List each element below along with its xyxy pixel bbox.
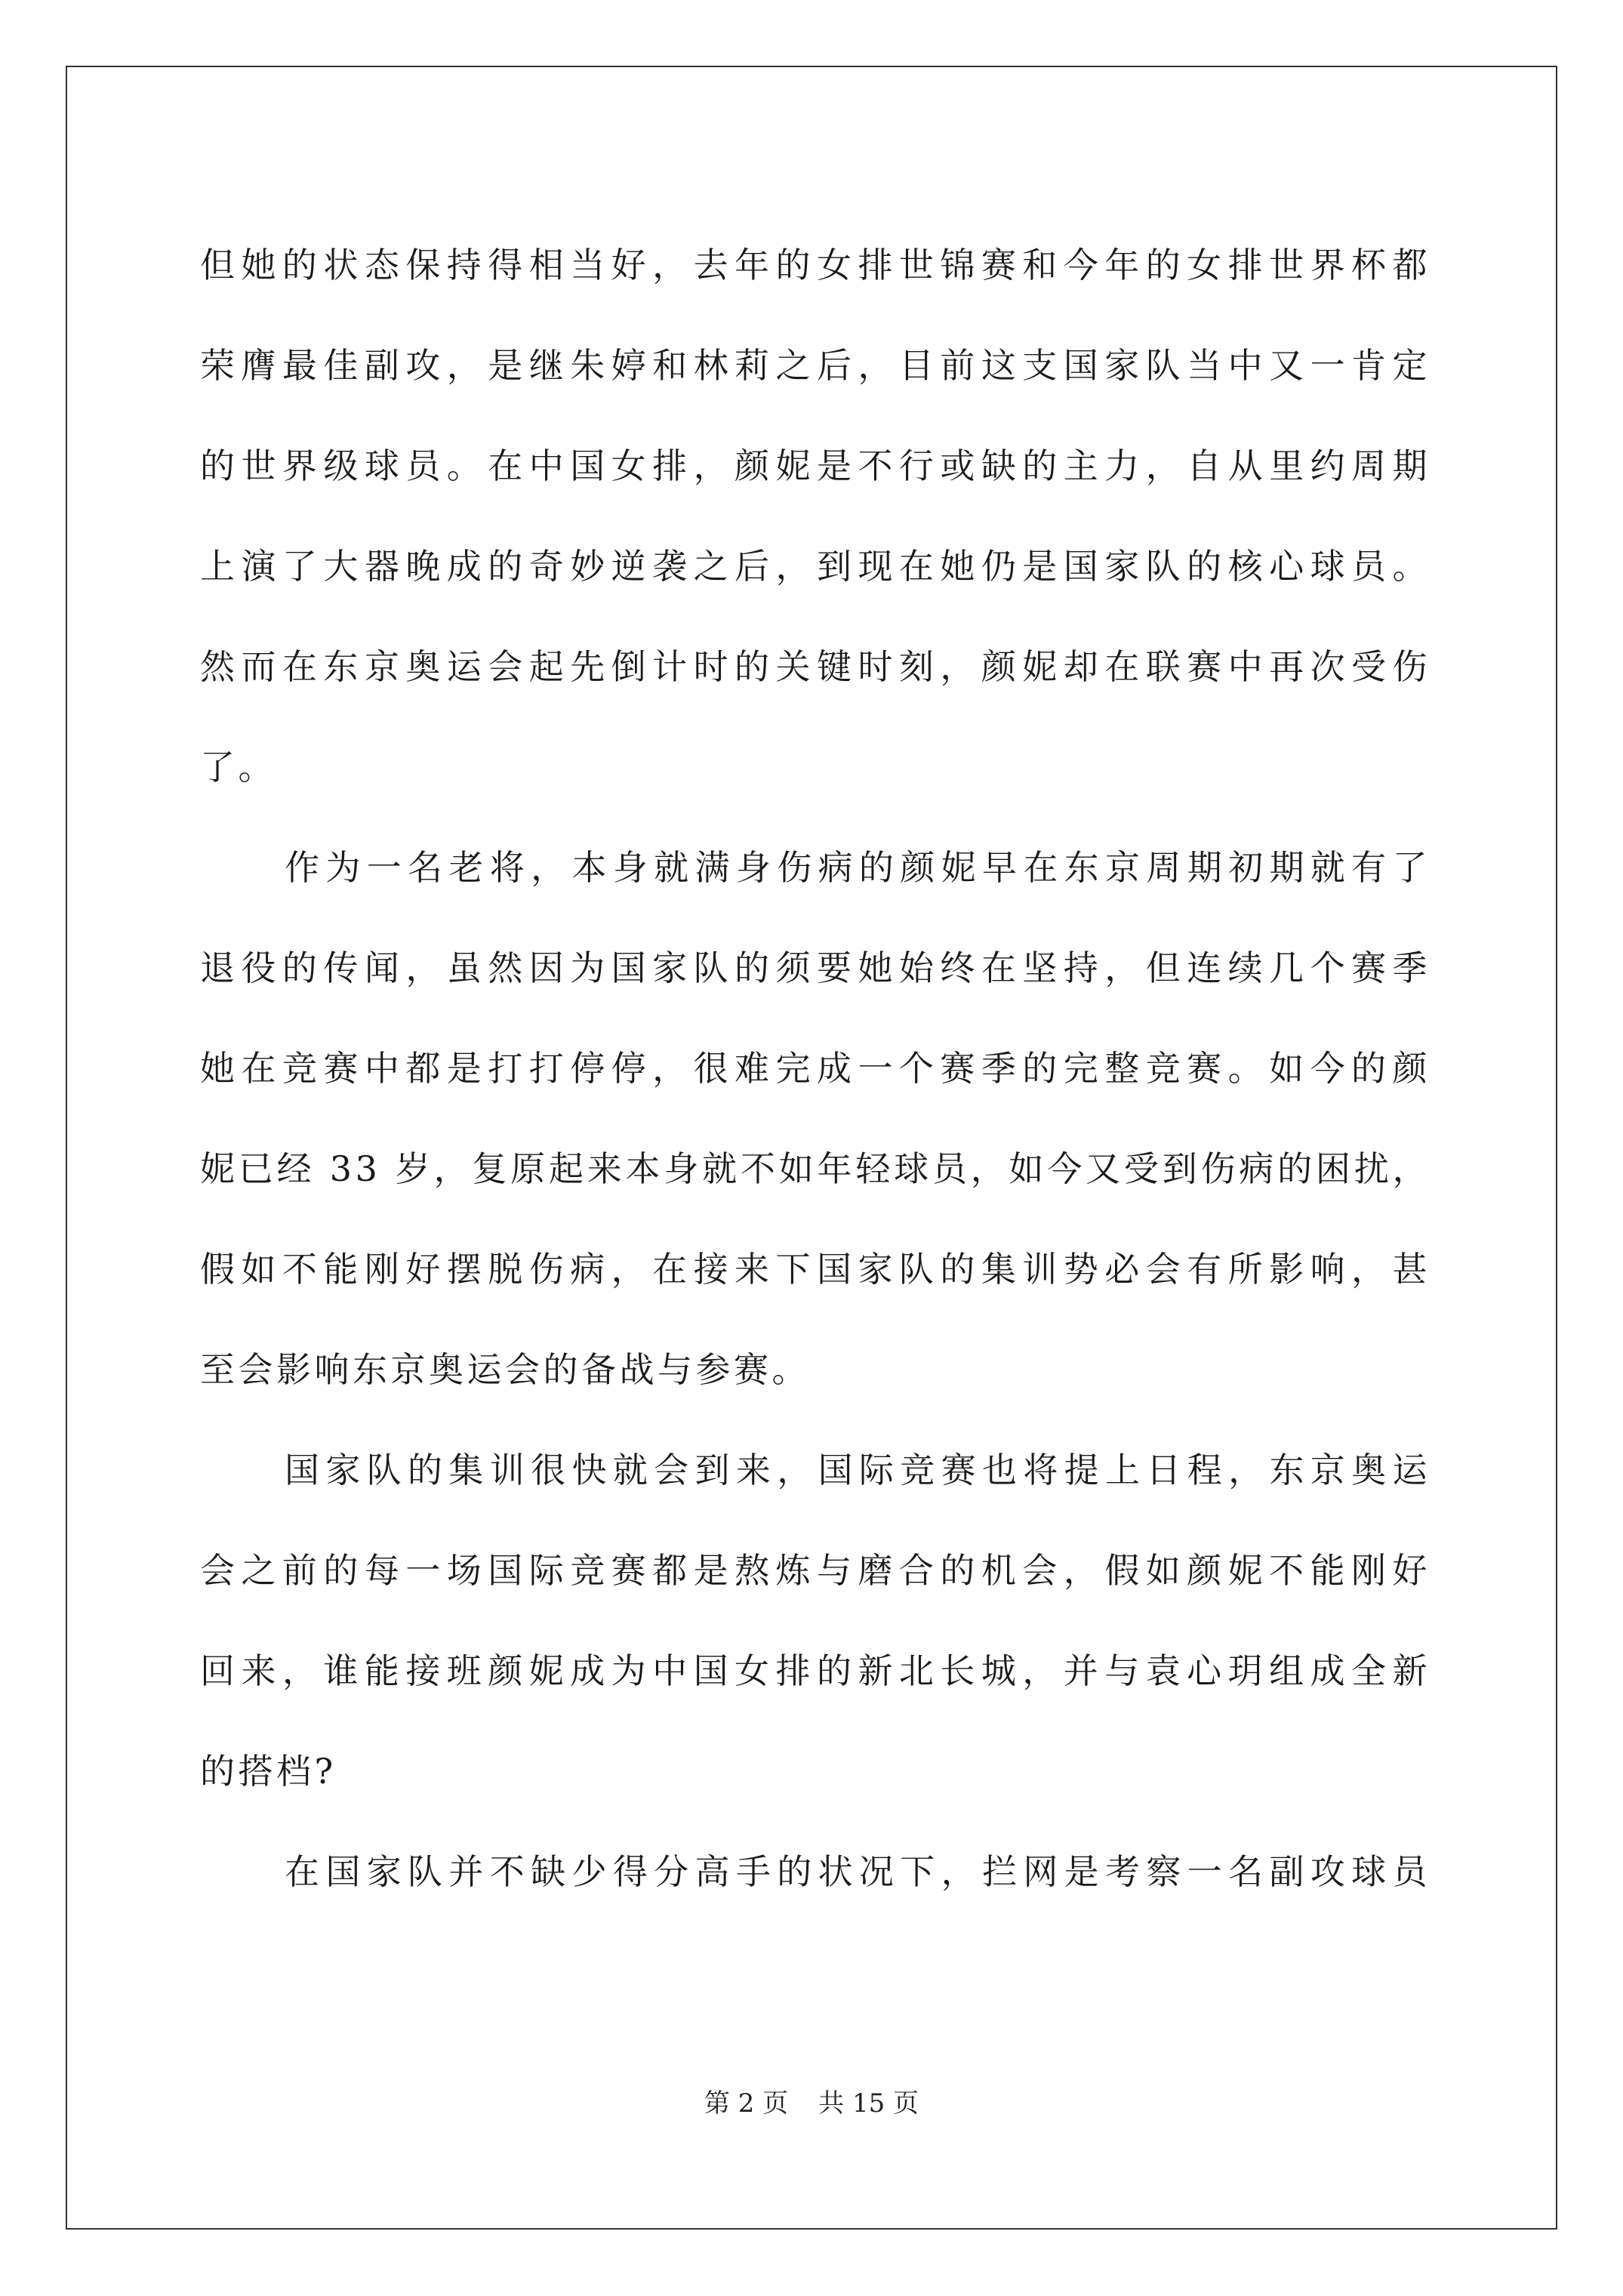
text-line: 妮已经 33 岁，复原起来本身就不如年轻球员，如今又受到伤病的困扰，	[200, 1148, 1431, 1189]
paragraph-first-line: 国家队的集训很快就会到来，国际竞赛也将提上日程，东京奥运	[285, 1450, 1431, 1490]
page-total: 共 15 页	[818, 2088, 919, 2119]
text-line: 会之前的每一场国际竞赛都是熬炼与磨合的机会，假如颜妮不能刚好	[200, 1550, 1431, 1591]
text-line: 回来，谁能接班颜妮成为中国女排的新北长城，并与袁心玥组成全新	[200, 1650, 1431, 1691]
text-line: 荣膺最佳副攻，是继朱婷和林莉之后，目前这支国家队当中又一肯定	[200, 345, 1431, 386]
text-line: 至会影响东京奥运会的备战与参赛。	[200, 1349, 810, 1390]
text-line: 假如不能刚好摆脱伤病，在接来下国家队的集训势必会有所影响，甚	[200, 1249, 1431, 1290]
document-body	[200, 215, 1431, 1922]
page-footer	[0, 2082, 1623, 2119]
text-line: 她在竞赛中都是打打停停，很难完成一个赛季的完整竞赛。如今的颜	[200, 1048, 1431, 1089]
page-number: 第 2 页	[704, 2088, 789, 2119]
paragraph-first-line: 作为一名老将，本身就满身伤病的颜妮早在东京周期初期就有了	[285, 847, 1431, 888]
text-line: 然而在东京奥运会起先倒计时的关键时刻，颜妮却在联赛中再次受伤	[200, 646, 1431, 687]
text-line: 但她的状态保持得相当好，去年的女排世锦赛和今年的女排世界杯都	[200, 245, 1431, 285]
text-line: 了。	[200, 747, 276, 787]
text-line: 退役的传闻，虽然因为国家队的须要她始终在坚持，但连续几个赛季	[200, 948, 1431, 988]
text-line: 上演了大器晚成的奇妙逆袭之后，到现在她仍是国家队的核心球员。	[200, 546, 1431, 587]
paragraph-first-line: 在国家队并不缺少得分高手的状况下，拦网是考察一名副攻球员	[285, 1851, 1431, 1892]
text-line: 的世界级球员。在中国女排，颜妮是不行或缺的主力，自从里约周期	[200, 445, 1431, 486]
text-line: 的搭档?	[200, 1751, 337, 1792]
